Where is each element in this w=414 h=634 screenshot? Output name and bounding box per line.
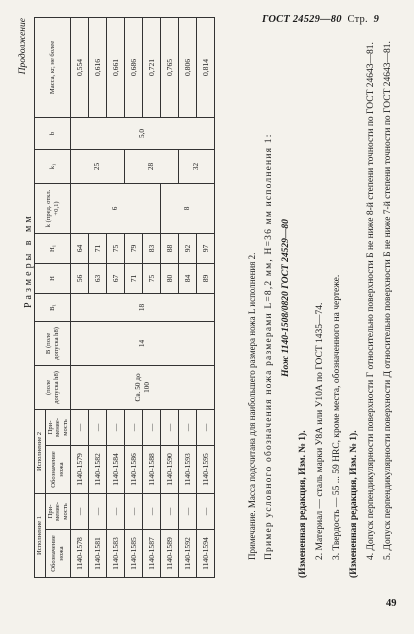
note-5: 5. Допуск перпендикулярности поверхности Д относительно поверхности Б не ниже 7-й степени точности по ГОСТ 24643—81.	[383, 41, 393, 560]
application-isp1: —	[161, 493, 179, 529]
col-header-B: B (поле допуска h8)	[35, 321, 71, 365]
designation-isp2: 1140-1590	[161, 445, 179, 493]
k-value: 8	[161, 183, 215, 233]
example-designation: Нож 1140-1508/0820 ГОСТ 24529—80	[281, 219, 291, 377]
application-isp2: —	[107, 409, 125, 445]
application-isp1: —	[71, 493, 89, 529]
application-isp2: —	[71, 409, 89, 445]
H1-value: 92	[179, 233, 197, 263]
col-header-b: b	[35, 117, 71, 149]
mass-value: 0,806	[179, 17, 197, 117]
notes-block	[244, 18, 397, 578]
B1-value: 18	[71, 293, 215, 321]
application-isp2: —	[179, 409, 197, 445]
H-value: 80	[161, 263, 179, 293]
mass-value: 0,616	[89, 17, 107, 117]
designation-isp1: 1140-1581	[89, 530, 107, 578]
H-value: 71	[125, 263, 143, 293]
application-isp2: —	[89, 409, 107, 445]
designation-isp2: 1140-1586	[125, 445, 143, 493]
mass-value: 0,814	[197, 17, 215, 117]
H-value: 75	[143, 263, 161, 293]
designation-isp1: 1140-1587	[143, 530, 161, 578]
example-text: Пример условного обозначения ножа размерами L=8,2 мм, H=36 мм исполнения 1:	[264, 133, 274, 560]
col-header-B1: B₁	[35, 293, 71, 321]
designation-isp2: 1140-1593	[179, 445, 197, 493]
dimensions-table	[34, 17, 215, 578]
mass-value: 0,661	[107, 17, 125, 117]
col-header-application-1: При- меняе- мость	[45, 493, 71, 529]
H1-value: 75	[107, 233, 125, 263]
application-isp2: —	[125, 409, 143, 445]
col-header-L: (поле допуска h8)	[35, 365, 71, 409]
H-value: 63	[89, 263, 107, 293]
group-header-isp1: Исполнение 1	[35, 493, 46, 577]
col-header-k1: k₁	[35, 149, 71, 183]
group-header-isp2: Исполнение 2	[35, 409, 46, 493]
k1-value: 25	[71, 149, 125, 183]
application-isp1: —	[107, 493, 125, 529]
application-isp1: —	[143, 493, 161, 529]
designation-isp2: 1140-1582	[89, 445, 107, 493]
H-value: 67	[107, 263, 125, 293]
application-isp2: —	[143, 409, 161, 445]
mass-value: 0,554	[71, 17, 89, 117]
b-value: 5,0	[71, 117, 215, 149]
H1-value: 71	[89, 233, 107, 263]
col-header-application-2: При- меняе- мость	[45, 409, 71, 445]
designation-isp1: 1140-1594	[197, 530, 215, 578]
note-2: 2. Материал — сталь марки У8А или У10А по ГОСТ 1435—74.	[315, 302, 325, 560]
application-isp1: —	[197, 493, 215, 529]
table-row	[71, 17, 89, 577]
designation-isp2: 1140-1595	[197, 445, 215, 493]
k-value: 6	[71, 183, 161, 233]
application-isp1: —	[179, 493, 197, 529]
col-header-H1: H₁	[35, 233, 71, 263]
note-3: 3. Твердость — 55 ... 59 HRC, кроме места, обозначенного на чертеже.	[332, 274, 342, 560]
edit-note-1: (Измененная редакция, Изм. № 1).	[298, 430, 308, 578]
H1-value: 64	[71, 233, 89, 263]
H-value: 89	[197, 263, 215, 293]
application-isp2: —	[197, 409, 215, 445]
table-note: Примечание. Масса подсчитана для наибольшего размера ножа L исполнения 2.	[247, 252, 257, 560]
designation-isp1: 1140-1585	[125, 530, 143, 578]
k1-value: 32	[179, 149, 215, 183]
H-value: 84	[179, 263, 197, 293]
designation-isp1: 1140-1589	[161, 530, 179, 578]
col-header-designation-1: Обозначение ножа	[45, 530, 71, 578]
standard-number: ГОСТ 24529—80	[262, 14, 342, 25]
dimensions-caption: Размеры в мм	[23, 213, 34, 308]
k1-value: 28	[125, 149, 179, 183]
H1-value: 79	[125, 233, 143, 263]
designation-isp1: 1140-1583	[107, 530, 125, 578]
col-header-mass: Масса, кг, не более	[35, 17, 71, 117]
H1-value: 97	[197, 233, 215, 263]
page-no: 9	[373, 14, 380, 25]
designation-isp2: 1140-1588	[143, 445, 161, 493]
designation-isp1: 1140-1578	[71, 530, 89, 578]
designation-isp2: 1140-1579	[71, 445, 89, 493]
col-header-H: H	[35, 263, 71, 293]
page-number: 49	[386, 598, 397, 609]
page-label: Стр.	[347, 14, 368, 25]
col-header-k: k (пред. откл. +0,1)	[35, 183, 71, 233]
application-isp1: —	[89, 493, 107, 529]
B-value: 14	[71, 321, 215, 365]
H-value: 56	[71, 263, 89, 293]
L-value: Св. 50 до 100	[71, 365, 215, 409]
H1-value: 83	[143, 233, 161, 263]
edit-note-2: (Измененная редакция, Изм. № 1).	[349, 430, 359, 578]
rotated-content	[18, 18, 398, 578]
mass-value: 0,721	[143, 17, 161, 117]
mass-value: 0,686	[125, 17, 143, 117]
application-isp1: —	[125, 493, 143, 529]
mass-value: 0,765	[161, 17, 179, 117]
application-isp2: —	[161, 409, 179, 445]
continuation-label: Продолжение	[18, 18, 28, 75]
designation-isp1: 1140-1592	[179, 530, 197, 578]
note-4: 4. Допуск перпендикулярности поверхности Г относительно поверхности Б не ниже 8-й степени точности по ГОСТ 24643—81.	[366, 42, 376, 560]
col-header-designation-2: Обозначение ножа	[45, 445, 71, 493]
H1-value: 88	[161, 233, 179, 263]
designation-isp2: 1140-1584	[107, 445, 125, 493]
